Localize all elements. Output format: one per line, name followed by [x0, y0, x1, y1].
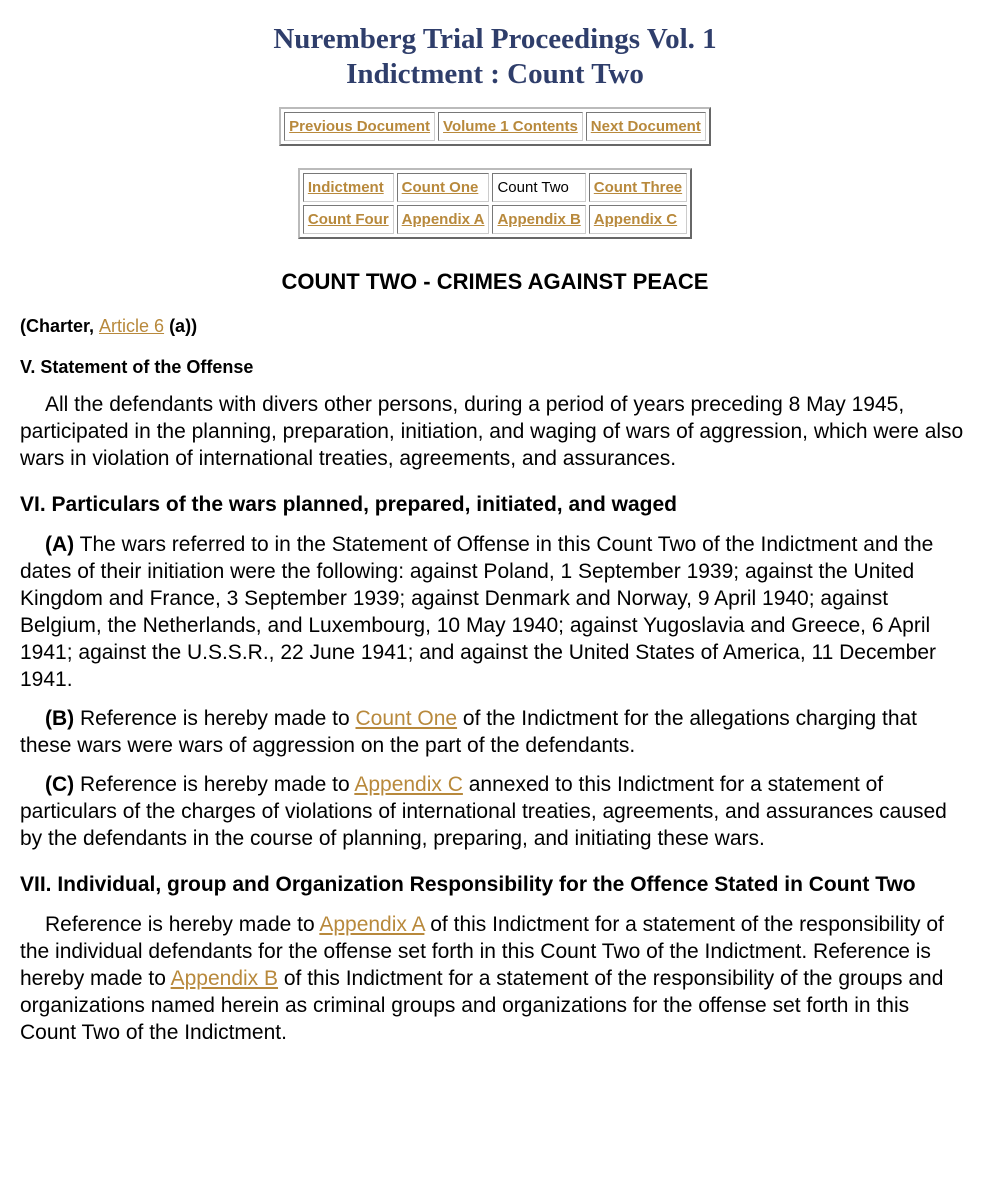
paragraph-c-suffix: annexed to this Indictment for a statement of particulars of the charges of violations of international treaties, agreements, and assurances caused by the defendants in the course of planning, preparing, and initiating these wars.: [20, 773, 947, 850]
section-vii-middle: of this Indictment for a statement of the responsibility of the individual defendants for the offense set forth in this Count Two of the Indictment. Reference is hereby made to: [20, 913, 944, 990]
nav-cell-count-four: [303, 205, 394, 234]
paragraph-a: [20, 531, 970, 693]
appendix-c-link[interactable]: Appendix C: [354, 773, 463, 796]
paragraph-b-label: (B): [45, 707, 75, 730]
nav-cell-count-three: [589, 173, 687, 202]
section-vii-prefix: Reference is hereby made to: [45, 913, 320, 936]
nav-cell-contents: [438, 112, 583, 141]
appendix-b-link[interactable]: Appendix B: [170, 967, 279, 990]
page-header: [0, 0, 990, 92]
nav-cell-count-one: [397, 173, 490, 202]
section-vii-title: VII. Individual, group and Organization Responsibility for the Offence Stated in Count Two: [20, 873, 916, 896]
paragraph-a-label: (A): [45, 533, 75, 556]
paragraph-c-label: (C): [45, 773, 75, 796]
section-v-title: V. Statement of the Offense: [20, 357, 254, 377]
charter-suffix: (a)): [164, 316, 198, 336]
paragraph-b: [20, 705, 970, 759]
section-vi-title: VI. Particulars of the wars planned, prepared, initiated, and waged: [20, 493, 677, 516]
nav-cell-indictment: [303, 173, 394, 202]
appendix-a-nav-link[interactable]: Appendix A: [401, 211, 485, 228]
nav-cell-appendix-c: [589, 205, 687, 234]
appendix-a-link[interactable]: Appendix A: [319, 913, 425, 936]
nav-cell-appendix-b: [492, 205, 585, 234]
paragraph-b-prefix: Reference is hereby made to: [74, 707, 356, 730]
indictment-navigation: [298, 168, 692, 239]
appendix-c-nav-link[interactable]: Appendix C: [593, 211, 678, 228]
title-line-1: Nuremberg Trial Proceedings Vol. 1: [273, 23, 717, 55]
nav-cell-appendix-a: [397, 205, 490, 234]
charter-prefix: (Charter,: [20, 316, 100, 336]
charter-reference: [20, 316, 970, 337]
paragraph-b-suffix: of the Indictment for the allegations charging that these wars were wars of aggression on the part of the defendants.: [20, 707, 918, 757]
section-vii-text: [20, 911, 970, 1046]
indictment-link[interactable]: Indictment: [307, 179, 384, 196]
paragraph-c: [20, 771, 970, 852]
section-heading: COUNT TWO - CRIMES AGAINST PEACE: [281, 269, 709, 294]
nav-cell-count-two-current: Count Two: [492, 173, 585, 202]
document-body: [0, 316, 990, 1046]
count-one-link[interactable]: Count One: [355, 707, 458, 730]
appendix-b-nav-link[interactable]: Appendix B: [497, 211, 581, 228]
next-document-link[interactable]: Next Document: [590, 118, 701, 135]
section-v-text: All the defendants with divers other persons, during a period of years preceding 8 May 1945, participated in the planning, preparation, initiation, and waging of wars of aggression, which were also wars in violation of international treaties, agreements, and assurances.: [20, 393, 964, 470]
nav-cell-next: [586, 112, 706, 141]
paragraph-a-text: The wars referred to in the Statement of Offense in this Count Two of the Indictment and the dates of their initiation were the following: against Poland, 1 September 1939; against the United Kingdom and France, 3 September 1939; against Denmark and Norway, 9 April 1940; against Belgium, the Netherlands, and Luxembourg, 10 May 1940; against Yugoslavia and Greece, 6 April 1941; against the U.S.S.R., 22 June 1941; and against the United States of America, 11 December 1941.: [20, 533, 937, 691]
nav-cell-previous: [284, 112, 435, 141]
page-title: [0, 0, 990, 92]
volume-contents-link[interactable]: Volume 1 Contents: [443, 118, 578, 135]
previous-document-link[interactable]: Previous Document: [289, 118, 431, 135]
paragraph-c-prefix: Reference is hereby made to: [74, 773, 355, 796]
article-6-link[interactable]: Article 6: [99, 316, 165, 336]
section-vii-suffix: of this Indictment for a statement of the responsibility of the groups and organizations named herein as criminal groups and organizations for the offense set forth in this Count Two of the Indictment.: [20, 967, 944, 1044]
document-navigation: [279, 107, 711, 146]
title-line-2: Indictment : Count Two: [346, 58, 644, 90]
count-one-nav-link[interactable]: Count One: [401, 179, 479, 196]
count-four-link[interactable]: Count Four: [307, 211, 389, 228]
count-three-link[interactable]: Count Three: [593, 179, 683, 196]
